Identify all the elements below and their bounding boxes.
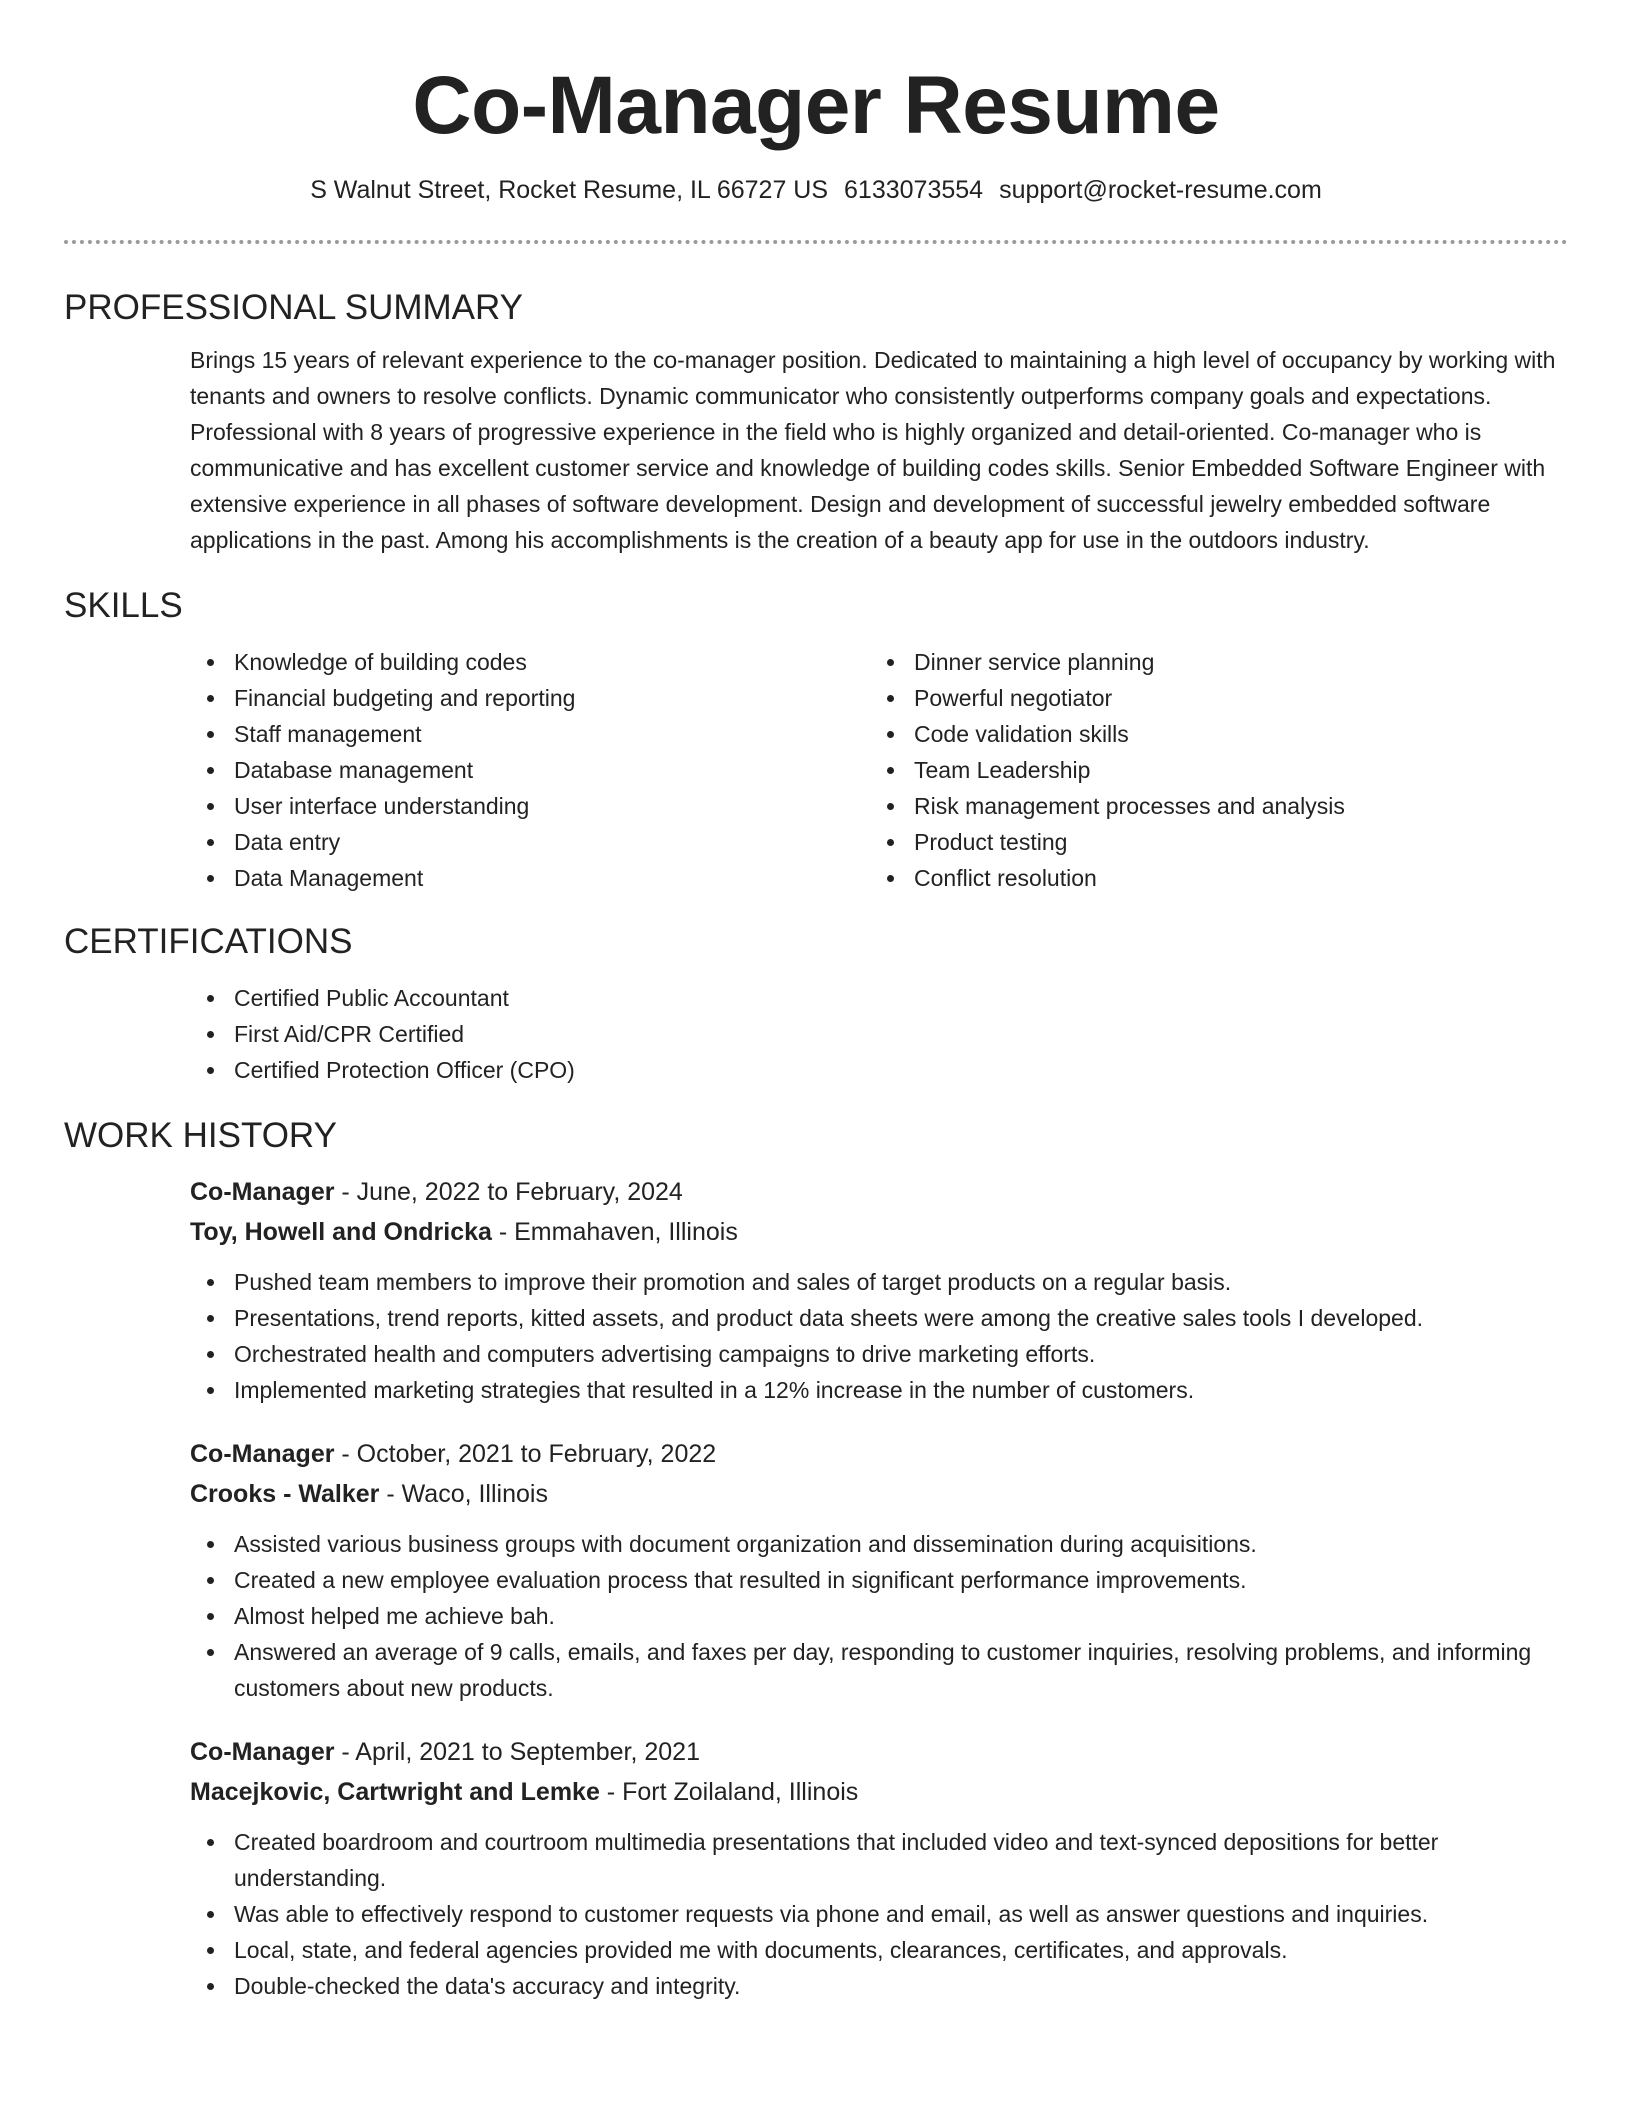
job-entry: [190, 1732, 1568, 2004]
skills-section: [64, 584, 1568, 896]
skill-item: Code validation skills: [870, 716, 1550, 752]
job-bullet: Local, state, and federal agencies provided me with documents, clearances, certificates, and approvals.: [190, 1932, 1568, 1968]
certifications-heading: CERTIFICATIONS: [64, 922, 353, 961]
job-bullet: Almost helped me achieve bah.: [190, 1598, 1568, 1634]
job-bullet: Double-checked the data's accuracy and integrity.: [190, 1968, 1568, 2004]
skills-column-left: [190, 644, 870, 896]
job-bullet: Created boardroom and courtroom multimedia presentations that included video and text-synced depositions for better understanding.: [190, 1824, 1568, 1896]
work-history-section: [64, 1114, 1568, 2004]
resume-page: [64, 0, 1568, 2030]
job-title-line: [190, 1172, 1568, 1212]
skill-item: Staff management: [190, 716, 870, 752]
certification-item: Certified Public Accountant: [190, 980, 1568, 1016]
certification-item: First Aid/CPR Certified: [190, 1016, 1568, 1052]
job-bullet: Answered an average of 9 calls, emails, and faxes per day, responding to customer inquiries, resolving problems, and informing customers about new products.: [190, 1634, 1568, 1706]
skill-item: Product testing: [870, 824, 1550, 860]
job-location: - Fort Zoilaland, Illinois: [599, 1778, 859, 1806]
skill-item: Database management: [190, 752, 870, 788]
work-history-heading: WORK HISTORY: [64, 1116, 337, 1155]
job-role: Co-Manager: [190, 1178, 335, 1206]
job-company: Toy, Howell and Ondricka: [190, 1218, 492, 1246]
job-entry: [190, 1172, 1568, 1408]
skill-item: Financial budgeting and reporting: [190, 680, 870, 716]
job-dates: - April, 2021 to September, 2021: [334, 1738, 700, 1766]
skill-item: Data Management: [190, 860, 870, 896]
job-bullet: Presentations, trend reports, kitted assets, and product data sheets were among the creative sales tools I developed.: [190, 1300, 1568, 1336]
job-role: Co-Manager: [190, 1440, 335, 1468]
skill-item: Powerful negotiator: [870, 680, 1550, 716]
job-bullet: Assisted various business groups with document organization and dissemination during acquisitions.: [190, 1526, 1568, 1562]
certification-item: Certified Protection Officer (CPO): [190, 1052, 1568, 1088]
summary-text: Brings 15 years of relevant experience to the co-manager position. Dedicated to maintaining a high level of occupancy by working with tenants and owners to resolve conflicts. Dynamic communicator who consistently outperforms company goals and expectations. Professional with 8 years of progressive experience in the field who is highly organized and detail-oriented. Co-manager who is communicative and has excellent customer service and knowledge of building codes skills. Senior Embedded Software Engineer with extensive experience in all phases of software development. Design and development of successful jewelry embedded software applications in the past. Among his accomplishments is the creation of a beauty app for use in the outdoors industry.: [190, 347, 1556, 553]
job-company: Macejkovic, Cartwright and Lemke: [190, 1778, 600, 1806]
job-bullet: Pushed team members to improve their promotion and sales of target products on a regular basis.: [190, 1264, 1568, 1300]
job-bullet: Created a new employee evaluation process that resulted in significant performance improvements.: [190, 1562, 1568, 1598]
summary-section: [64, 286, 1568, 558]
resume-title: Co-Manager Resume: [412, 60, 1220, 151]
job-title-line: [190, 1732, 1568, 1772]
skill-item: Conflict resolution: [870, 860, 1550, 896]
skill-item: Dinner service planning: [870, 644, 1550, 680]
job-company-line: [190, 1772, 1568, 1812]
header-divider: [64, 240, 1568, 244]
skill-item: Risk management processes and analysis: [870, 788, 1550, 824]
job-title-line: [190, 1434, 1568, 1474]
job-role: Co-Manager: [190, 1738, 335, 1766]
skills-heading: SKILLS: [64, 586, 183, 625]
job-company-line: [190, 1212, 1568, 1252]
job-bullet: Implemented marketing strategies that resulted in a 12% increase in the number of customers.: [190, 1372, 1568, 1408]
job-dates: - June, 2022 to February, 2024: [334, 1178, 683, 1206]
job-bullet: Orchestrated health and computers advertising campaigns to drive marketing efforts.: [190, 1336, 1568, 1372]
job-location: - Waco, Illinois: [379, 1480, 548, 1508]
contact-address: S Walnut Street, Rocket Resume, IL 66727 US: [310, 176, 829, 204]
skill-item: Knowledge of building codes: [190, 644, 870, 680]
skill-item: Team Leadership: [870, 752, 1550, 788]
job-entry: [190, 1434, 1568, 1706]
contact-email[interactable]: support@rocket-resume.com: [999, 176, 1322, 204]
job-dates: - October, 2021 to February, 2022: [334, 1440, 717, 1468]
contact-phone: 6133073554: [844, 176, 984, 204]
job-company-line: [190, 1474, 1568, 1514]
summary-heading: PROFESSIONAL SUMMARY: [64, 288, 523, 327]
contact-line: [64, 174, 1568, 206]
skill-item: User interface understanding: [190, 788, 870, 824]
job-location: - Emmahaven, Illinois: [491, 1218, 738, 1246]
job-bullet: Was able to effectively respond to customer requests via phone and email, as well as answer questions and inquiries.: [190, 1896, 1568, 1932]
skills-column-right: [870, 644, 1550, 896]
certifications-section: [64, 920, 1568, 1088]
job-company: Crooks - Walker: [190, 1480, 380, 1508]
skill-item: Data entry: [190, 824, 870, 860]
